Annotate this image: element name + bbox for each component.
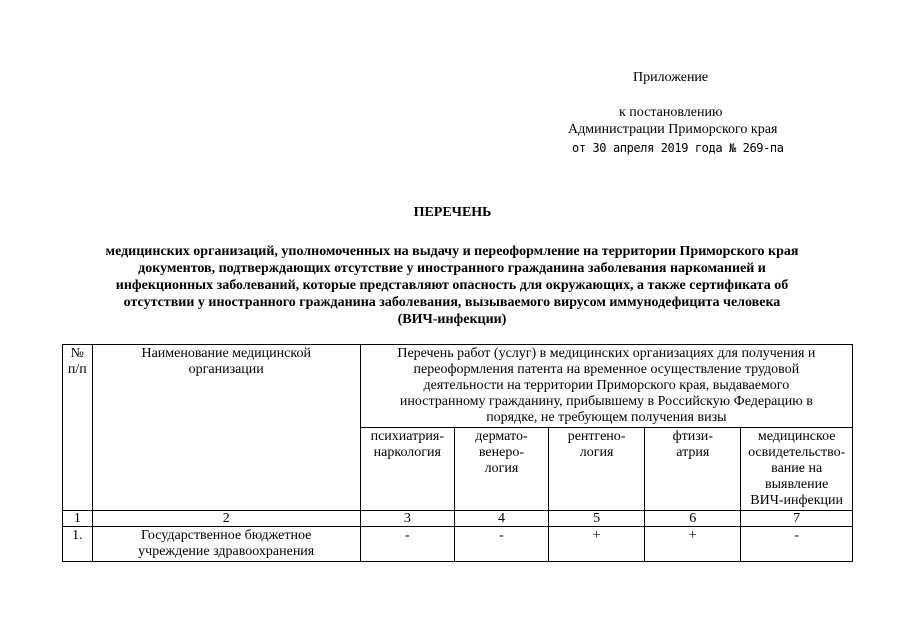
subtitle-line: инфекционных заболеваний, которые представляют опасность для окружающих, а также сертификата об	[115, 278, 789, 293]
row-number: 1.	[63, 527, 93, 562]
header-number-line: №	[70, 346, 85, 361]
header-organization-name	[92, 345, 360, 511]
appendix-administration: Администрации Приморского края	[568, 122, 778, 137]
column-number: 7	[741, 511, 853, 527]
subheader-line: вание на	[771, 461, 823, 476]
document-subtitle	[57, 243, 847, 328]
column-number: 4	[454, 511, 548, 527]
header-works-line: деятельности на территории Приморского края, выдаваемого	[423, 378, 790, 393]
subheader-line: выявление	[765, 477, 829, 492]
subtitle-line: (ВИЧ-инфекции)	[397, 312, 507, 327]
subheader-line: ВИЧ-инфекции	[750, 493, 844, 508]
subtitle-line: отсутствии у иностранного гражданина заболевания, вызываемого вирусом иммунодефицита человека	[123, 295, 781, 310]
subheader-line: логия	[484, 461, 519, 476]
column-numbers-row	[63, 511, 853, 527]
appendix-block	[567, 69, 817, 156]
subheader-line: освидетельство-	[748, 445, 846, 460]
subheader-line: психиатрия-	[370, 429, 445, 444]
row-value-dermatovenerology: -	[454, 527, 548, 562]
subheader-line: медицинское	[757, 429, 836, 444]
subheader-line: атрия	[676, 445, 710, 460]
column-number: 6	[645, 511, 741, 527]
table-header-row	[63, 345, 853, 428]
header-works-line: иностранному гражданину, прибывшему в Российскую Федерацию в	[399, 394, 813, 409]
header-works-line: переоформления патента на временное осуществление трудовой	[413, 362, 800, 377]
column-number: 5	[549, 511, 645, 527]
column-number: 2	[92, 511, 360, 527]
row-organization-name	[92, 527, 360, 562]
row-value-radiology: +	[549, 527, 645, 562]
subtitle-line: документов, подтверждающих отсутствие у иностранного гражданина заболевания наркоманией и	[138, 261, 766, 276]
table-row	[63, 527, 853, 562]
header-number	[63, 345, 93, 511]
subheader-line: рентгено-	[567, 429, 626, 444]
subheader-line: дермато-	[475, 429, 528, 444]
appendix-to-resolution: к постановлению	[619, 105, 723, 120]
subheader-radiology	[549, 428, 645, 511]
subheader-phthisiology	[645, 428, 741, 511]
document-heading: ПЕРЕЧЕНЬ	[413, 205, 492, 220]
column-number: 3	[360, 511, 454, 527]
organization-name-line: Государственное бюджетное	[141, 528, 312, 543]
row-value-phthisiology: +	[645, 527, 741, 562]
column-number: 1	[63, 511, 93, 527]
header-number-line: п/п	[67, 362, 87, 377]
row-value-psychiatry: -	[360, 527, 454, 562]
subheader-psychiatry	[360, 428, 454, 511]
subtitle-line: медицинских организаций, уполномоченных на выдачу и переоформление на территории Приморского края	[105, 244, 799, 259]
header-name-line: Наименование медицинской	[141, 346, 311, 361]
organization-name-line: учреждение здравоохранения	[138, 544, 315, 559]
appendix-title: Приложение	[633, 70, 709, 85]
appendix-date-number: от 30 апреля 2019 года № 269-па	[572, 141, 784, 155]
subheader-line: наркология	[373, 445, 441, 460]
header-works-line: Перечень работ (услуг) в медицинских организациях для получения и	[397, 346, 816, 361]
subheader-hiv-examination	[741, 428, 853, 511]
subheader-line: фтизи-	[672, 429, 713, 444]
subheader-line: венеро-	[478, 445, 524, 460]
organizations-table	[62, 344, 853, 562]
subheader-line: логия	[579, 445, 614, 460]
row-value-hiv-examination: -	[741, 527, 853, 562]
header-name-line: организации	[188, 362, 264, 377]
header-works-list	[360, 345, 852, 428]
header-works-line: порядке, не требующем получения визы	[486, 410, 727, 425]
subheader-dermatovenerology	[454, 428, 548, 511]
